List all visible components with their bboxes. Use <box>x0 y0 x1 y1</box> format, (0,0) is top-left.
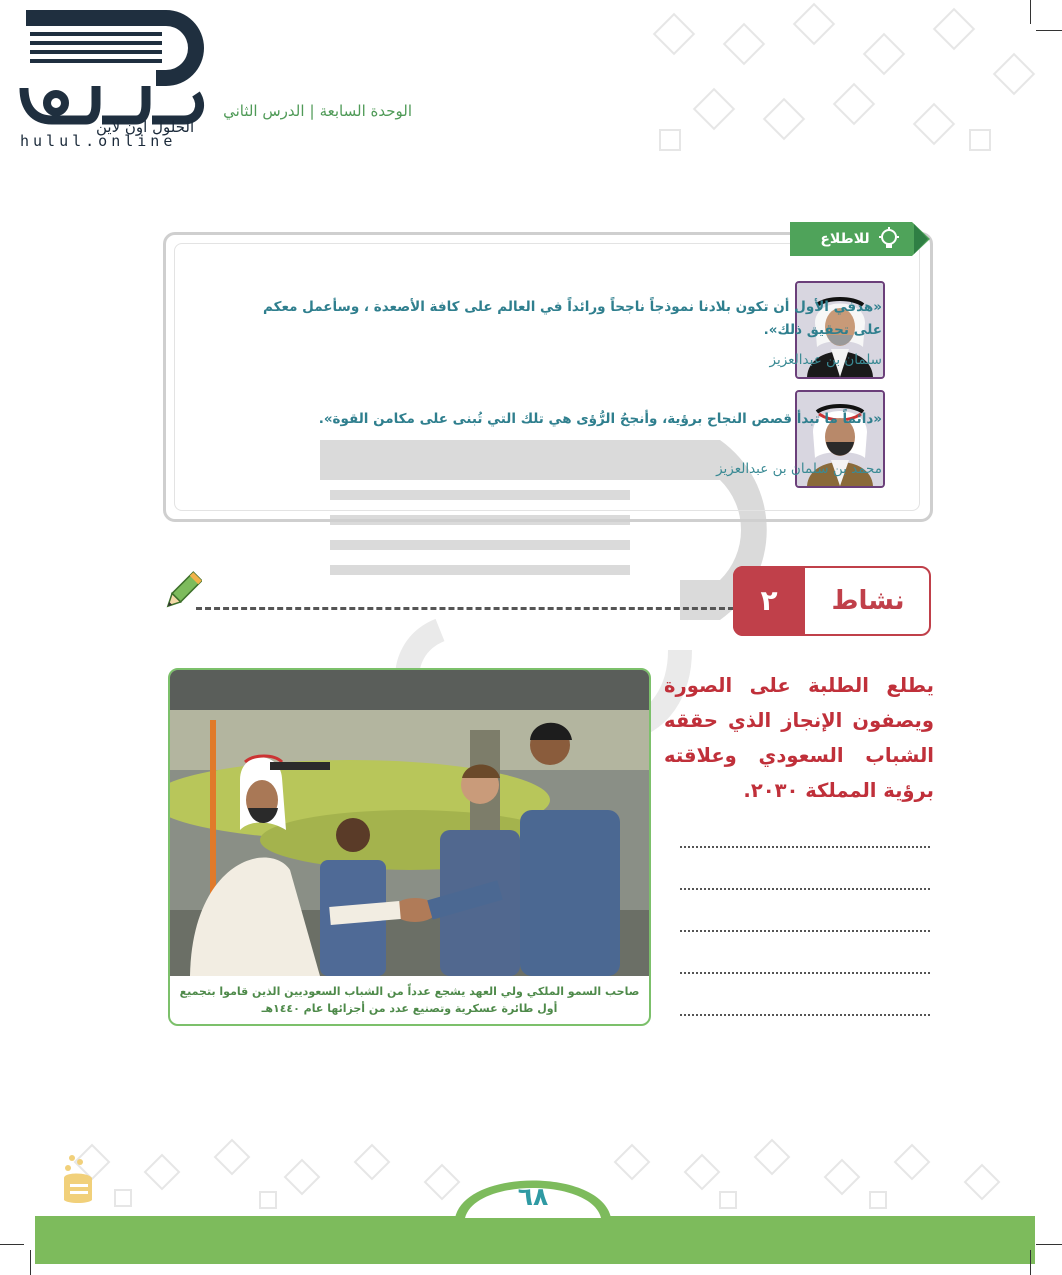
crop-mark <box>1036 1244 1062 1245</box>
pattern-top-right <box>640 0 1060 170</box>
quote-2-text: «دائماً ما تبدأ قصص النجاح برؤية، وأنجحُ الرُّؤى هي تلك التي تُبنى على مكامن القوة». <box>318 411 882 427</box>
activity-number: ٢ <box>733 566 805 636</box>
quote-1-text: «هدفي الأول أن تكون بلادنا نموذجاً ناجحاً ورائداً في العالم على كافة الأصعدة ، وسأعمل معكم على تحقيق ذلك». <box>263 299 882 338</box>
answer-line-1[interactable] <box>680 846 930 848</box>
pattern-bottom-left <box>60 1130 480 1220</box>
quote-1-author: سلمان بن عبدالعزيز <box>769 352 882 368</box>
footer-side-logo <box>58 1152 98 1206</box>
header-unit: الوحدة السابعة <box>319 102 412 120</box>
header-lesson: الدرس الثاني <box>223 102 305 120</box>
crop-mark <box>1036 30 1062 31</box>
photo-caption: صاحب السمو الملكي ولي العهد يشجع عدداً من الشباب السعوديين الذين قاموا بتجميع أول طائرة عسكرية وتصنيع عدد من أجزائها عام ١٤٤٠هـ <box>179 985 640 1015</box>
info-badge-label: للاطلاع <box>820 231 870 247</box>
header-breadcrumb <box>112 102 412 120</box>
answer-line-2[interactable] <box>680 888 930 890</box>
crop-mark <box>1030 1250 1031 1275</box>
answer-line-4[interactable] <box>680 972 930 974</box>
answer-line-5[interactable] <box>680 1014 930 1016</box>
activity-photo-frame <box>168 668 651 1026</box>
answer-line-3[interactable] <box>680 930 930 932</box>
crop-mark <box>1030 0 1031 24</box>
crop-mark <box>30 1250 31 1275</box>
quote-2-author: محمد بن سلمان بن عبدالعزيز <box>716 461 882 477</box>
page-number: ٦٨ <box>517 1182 549 1211</box>
activity-divider-line <box>196 607 734 610</box>
logo-subtitle: الحلول اون لاين <box>96 118 195 136</box>
header-separator: | <box>309 102 315 120</box>
pattern-bottom-right <box>600 1130 1020 1220</box>
activity-instructions: يطلع الطلبة على الصورة ويصفون الإنجاز الذي حققه الشباب السعودي وعلاقته برؤية المملكة ٢٠٣٠. <box>664 674 934 802</box>
logo-url: hulul.online <box>20 132 177 150</box>
crop-mark <box>0 1244 24 1245</box>
activity-photo <box>170 670 649 976</box>
activity-label: نشاط <box>831 586 905 616</box>
lightbulb-icon <box>876 226 902 252</box>
